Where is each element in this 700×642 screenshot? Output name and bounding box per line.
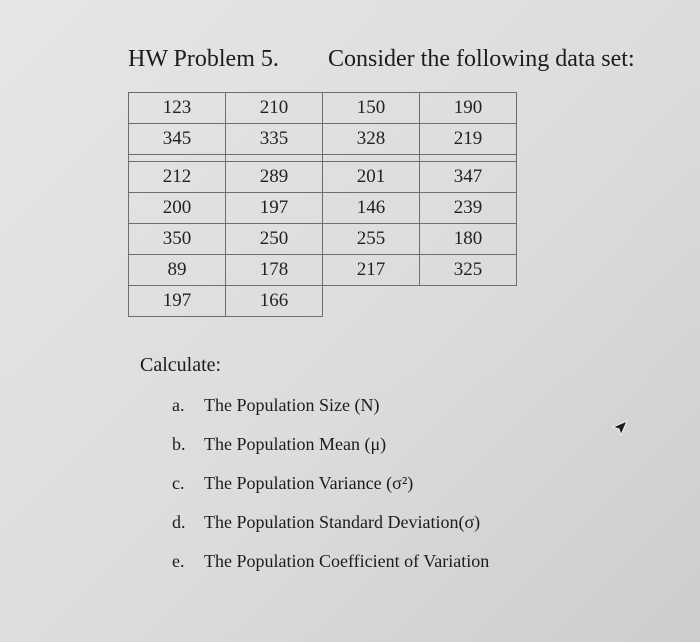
table-row	[129, 224, 517, 255]
question-text: The Population Coefficient of Variation	[204, 551, 490, 571]
question-text: The Population Standard Deviation(σ)	[204, 512, 481, 532]
table-cell: 190	[420, 93, 517, 124]
table-cell: 328	[323, 124, 420, 155]
table-cell: 347	[420, 162, 517, 193]
table-cell: 201	[323, 162, 420, 193]
table-cell: 123	[129, 93, 226, 124]
table-row	[129, 124, 517, 155]
table-cell: 180	[420, 224, 517, 255]
table-cell: 345	[129, 124, 226, 155]
list-item	[172, 433, 489, 472]
table-cell: 289	[226, 162, 323, 193]
question-text: The Population Variance (σ²)	[204, 473, 414, 493]
table-row	[129, 286, 517, 317]
question-text: The Population Size (N)	[204, 395, 380, 415]
table-cell: 217	[323, 255, 420, 286]
table-cell: 166	[226, 286, 323, 317]
list-item	[172, 550, 489, 589]
table-cell: 219	[420, 124, 517, 155]
calculate-label: Calculate:	[140, 354, 222, 376]
table-row	[129, 162, 517, 193]
list-marker: d.	[172, 512, 186, 532]
table-row	[129, 193, 517, 224]
table-cell: 197	[129, 286, 226, 317]
table-cell: 325	[420, 255, 517, 286]
table-cell: 255	[323, 224, 420, 255]
table-cell: 212	[129, 162, 226, 193]
problem-prompt: Consider the following data set:	[328, 46, 635, 72]
table-gap	[129, 155, 517, 162]
list-marker: e.	[172, 551, 185, 571]
mouse-pointer-icon	[611, 419, 629, 437]
table-cell: 350	[129, 224, 226, 255]
table-cell: 197	[226, 193, 323, 224]
table-cell: 89	[129, 255, 226, 286]
table-cell: 178	[226, 255, 323, 286]
question-text: The Population Mean (μ)	[204, 434, 387, 454]
list-marker: c.	[172, 473, 185, 493]
table-row	[129, 93, 517, 124]
list-item	[172, 472, 489, 511]
table-cell: 239	[420, 193, 517, 224]
table-cell-empty	[420, 286, 517, 317]
table-cell-empty	[323, 286, 420, 317]
table-cell: 146	[323, 193, 420, 224]
list-item	[172, 511, 489, 550]
table-row	[129, 255, 517, 286]
table-cell: 150	[323, 93, 420, 124]
list-item	[172, 394, 489, 433]
question-list	[172, 394, 489, 589]
problem-title: HW Problem 5.	[128, 46, 279, 72]
table-cell: 200	[129, 193, 226, 224]
table-cell: 210	[226, 93, 323, 124]
list-marker: a.	[172, 395, 185, 415]
table-cell: 335	[226, 124, 323, 155]
list-marker: b.	[172, 434, 186, 454]
data-set-table	[128, 92, 517, 317]
table-cell: 250	[226, 224, 323, 255]
